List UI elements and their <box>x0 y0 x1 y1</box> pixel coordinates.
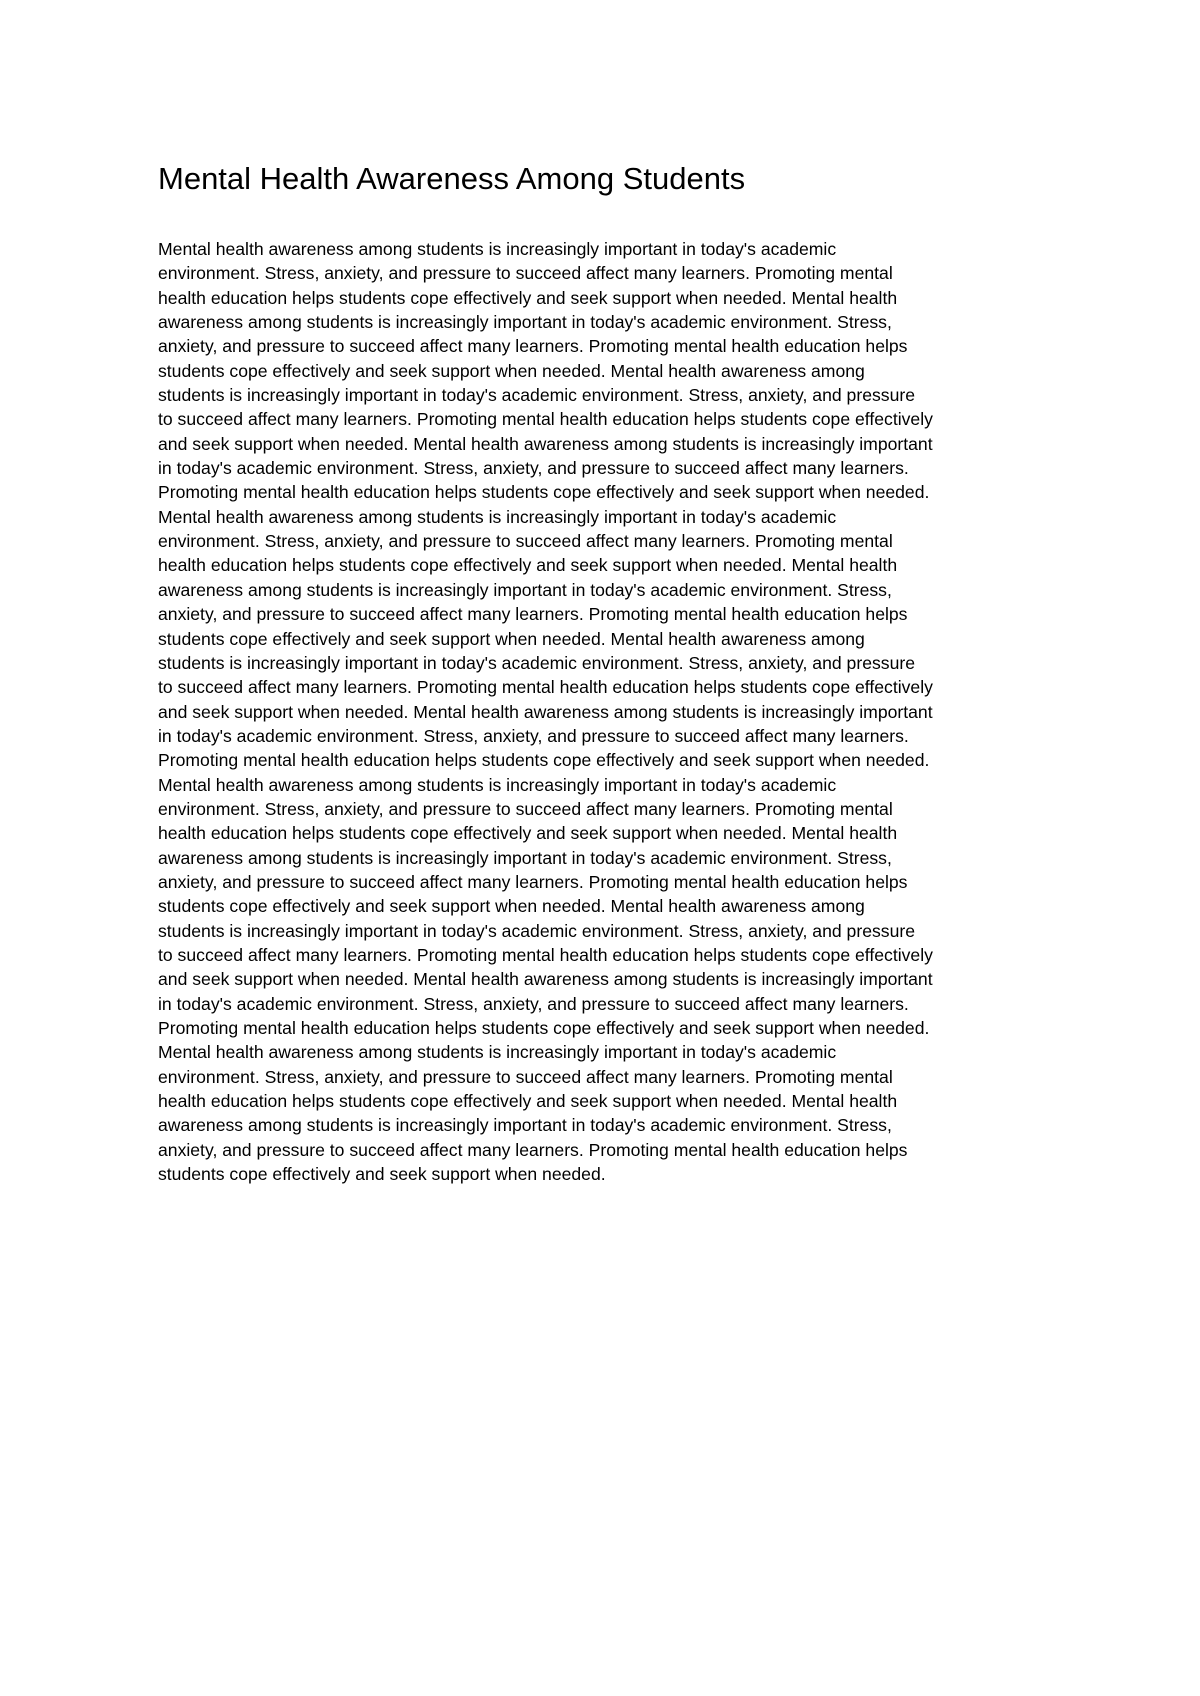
body-text-line: Promoting mental health education helps students cope effectively and seek support when needed. <box>158 750 930 771</box>
body-text-line: health education helps students cope effectively and seek support when needed. Mental health <box>158 823 898 844</box>
body-text-line: to succeed affect many learners. Promoting mental health education helps students cope effectively <box>158 677 933 698</box>
body-text-line: and seek support when needed. Mental health awareness among students is increasingly important <box>158 969 933 990</box>
body-text-line: anxiety, and pressure to succeed affect many learners. Promoting mental health education helps <box>158 604 908 625</box>
body-text-line: awareness among students is increasingly important in today's academic environment. Stress, <box>158 312 892 333</box>
body-text-line: students is increasingly important in today's academic environment. Stress, anxiety, and pressure <box>158 652 915 673</box>
body-text-line: students is increasingly important in today's academic environment. Stress, anxiety, and pressure <box>158 385 915 406</box>
document-title: Mental Health Awareness Among Students <box>158 161 746 196</box>
body-text-line: Mental health awareness among students is increasingly important in today's academic <box>158 1042 837 1063</box>
body-text-line: anxiety, and pressure to succeed affect many learners. Promoting mental health education helps <box>158 1139 908 1160</box>
document-body <box>158 237 1058 1186</box>
body-text-line: awareness among students is increasingly important in today's academic environment. Stress, <box>158 579 892 600</box>
body-text-line: health education helps students cope effectively and seek support when needed. Mental health <box>158 555 898 576</box>
body-text-line: Mental health awareness among students is increasingly important in today's academic <box>158 239 837 259</box>
body-text-line: anxiety, and pressure to succeed affect many learners. Promoting mental health education helps <box>158 871 908 892</box>
body-text-line: students cope effectively and seek support when needed. <box>158 1164 606 1185</box>
body-text-line: environment. Stress, anxiety, and pressure to succeed affect many learners. Promoting mental <box>158 798 893 819</box>
body-text-line: awareness among students is increasingly important in today's academic environment. Stress, <box>158 1115 892 1136</box>
body-text-line: environment. Stress, anxiety, and pressure to succeed affect many learners. Promoting mental <box>158 1066 893 1087</box>
body-text-line: Mental health awareness among students is increasingly important in today's academic <box>158 506 837 527</box>
body-text-line: students is increasingly important in today's academic environment. Stress, anxiety, and pressure <box>158 920 915 941</box>
body-text-line: awareness among students is increasingly important in today's academic environment. Stress, <box>158 847 892 868</box>
body-text-line: Mental health awareness among students is increasingly important in today's academic <box>158 774 837 795</box>
body-text-line: environment. Stress, anxiety, and pressure to succeed affect many learners. Promoting mental <box>158 531 893 552</box>
body-text-line: students cope effectively and seek support when needed. Mental health awareness among <box>158 896 865 917</box>
body-text-line: anxiety, and pressure to succeed affect many learners. Promoting mental health education helps <box>158 336 908 357</box>
body-text-line: in today's academic environment. Stress, anxiety, and pressure to succeed affect many learners. <box>158 725 909 746</box>
body-text-line: environment. Stress, anxiety, and pressure to succeed affect many learners. Promoting mental <box>158 263 893 284</box>
body-text-line: health education helps students cope effectively and seek support when needed. Mental health <box>158 287 898 308</box>
body-text-line: and seek support when needed. Mental health awareness among students is increasingly important <box>158 701 933 722</box>
body-text-line: to succeed affect many learners. Promoting mental health education helps students cope effectively <box>158 944 933 965</box>
body-text-line: students cope effectively and seek support when needed. Mental health awareness among <box>158 628 865 649</box>
body-text-line: Promoting mental health education helps students cope effectively and seek support when needed. <box>158 1018 930 1038</box>
body-text-line: Promoting mental health education helps students cope effectively and seek support when needed. <box>158 482 930 503</box>
body-text-line: students cope effectively and seek support when needed. Mental health awareness among <box>158 360 865 381</box>
body-text-line: to succeed affect many learners. Promoting mental health education helps students cope effectively <box>158 409 933 430</box>
body-text-line: in today's academic environment. Stress, anxiety, and pressure to succeed affect many learners. <box>158 458 909 479</box>
body-text-line: in today's academic environment. Stress, anxiety, and pressure to succeed affect many learners. <box>158 993 909 1014</box>
body-text-line: health education helps students cope effectively and seek support when needed. Mental health <box>158 1091 898 1112</box>
body-text-line: and seek support when needed. Mental health awareness among students is increasingly important <box>158 433 933 454</box>
